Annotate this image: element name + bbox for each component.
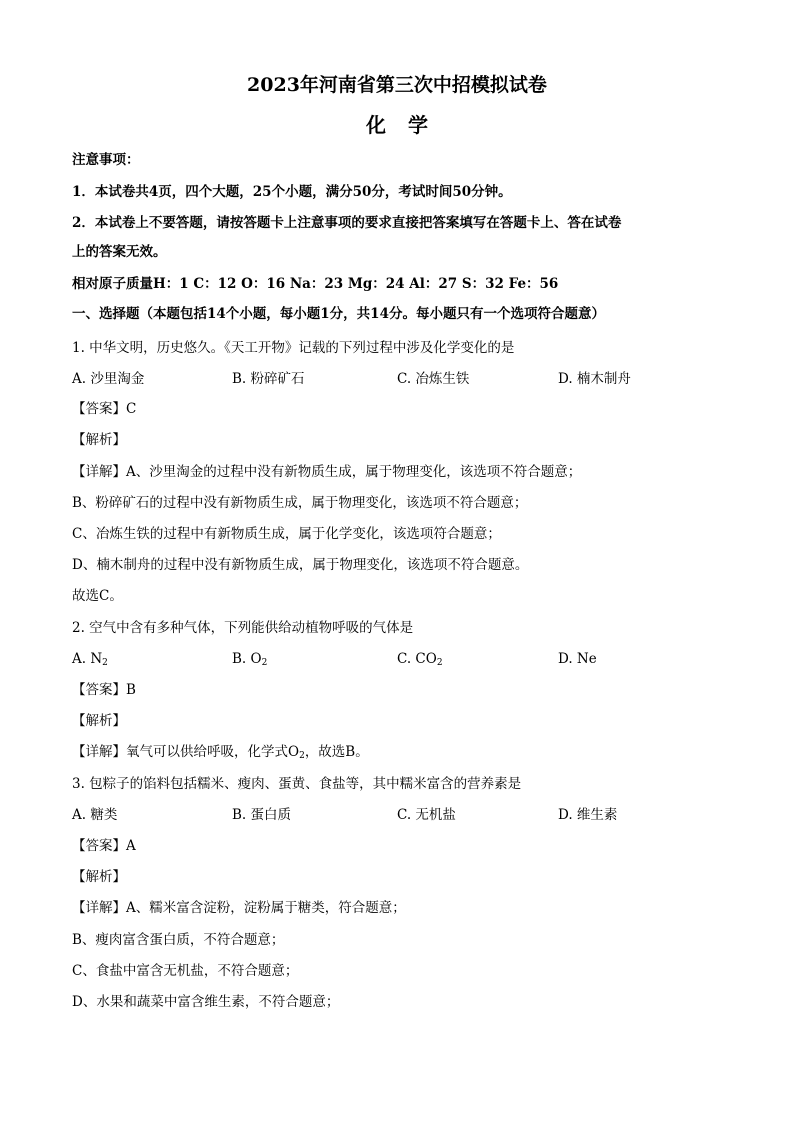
question-3-detail-2: B、瘦肉富含蛋白质，不符合题意； [72, 932, 285, 948]
option-subscript: 2 [436, 658, 443, 668]
detail-text: A、沙里淘金的过程中没有新物质生成，属于物理变化，该选项不符合题意； [126, 464, 582, 480]
question-2-analysis-tag: 【解析】 [72, 713, 126, 729]
detail-text-end: ，故选B。 [304, 744, 369, 760]
question-2-option-b [232, 649, 267, 669]
notice-item-2-line-2: 上的答案无效。 [72, 244, 167, 260]
detail-text: A、糯米富含淀粉，淀粉属于糖类，符合题意； [126, 900, 406, 916]
question-1-conclusion: 故选C。 [72, 588, 123, 604]
question-1-option-c: C. 冶炼生铁 [397, 371, 470, 387]
detail-subscript: 2 [299, 751, 305, 761]
question-2-detail [72, 742, 754, 762]
question-1-answer [72, 399, 754, 419]
answer-value: A [126, 838, 136, 854]
question-3-stem: 3. 包粽子的馅料包括糯米、瘦肉、蛋黄、食盐等，其中糯米富含的营养素是 [72, 776, 522, 792]
answer-tag: 【答案】 [72, 838, 126, 854]
option-subscript: 2 [102, 658, 108, 668]
question-2-option-c [397, 649, 443, 669]
question-1-option-b: B. 粉碎矿石 [232, 371, 305, 387]
answer-tag: 【答案】 [72, 682, 126, 698]
answer-tag: 【答案】 [72, 401, 126, 417]
question-1-detail-3: C、冶炼生铁的过程中有新物质生成，属于化学变化，该选项符合题意； [72, 526, 501, 542]
question-3-answer [72, 836, 754, 856]
question-3-option-c: C. 无机盐 [397, 807, 456, 823]
detail-tag: 【详解】 [72, 744, 126, 760]
option-subscript: 2 [261, 658, 268, 668]
question-1-detail-2: B、粉碎矿石的过程中没有新物质生成，属于物理变化，该选项不符合题意； [72, 495, 528, 511]
question-1-analysis-tag: 【解析】 [72, 432, 126, 448]
question-3-option-a: A. 糖类 [72, 807, 118, 823]
detail-text: 氧气可以供给呼吸，化学式O [126, 744, 300, 760]
question-2-option-a [72, 649, 108, 669]
question-2-stem: 2. 空气中含有多种气体，下列能供给动植物呼吸的气体是 [72, 620, 414, 636]
question-3-detail-4: D、水果和蔬菜中富含维生素，不符合题意； [72, 994, 340, 1010]
atomic-mass-line: 相对原子质量H：1 C：12 O：16 Na：23 Mg：24 Al：27 S：32 Fe：56 [72, 276, 559, 292]
question-2-answer [72, 680, 754, 700]
question-1-stem: 1. 中华文明，历史悠久。《天工开物》记载的下列过程中涉及化学变化的是 [72, 340, 515, 356]
notice-heading: 注意事项： [72, 152, 140, 168]
notice-item-1: 1．本试卷共4页，四个大题，25个小题，满分50分，考试时间50分钟。 [72, 184, 512, 200]
option-text: A. N [72, 651, 103, 667]
detail-tag: 【详解】 [72, 464, 126, 480]
option-text: D. Ne [558, 651, 597, 667]
question-3-option-b: B. 蛋白质 [232, 807, 292, 823]
question-1-option-d: D. 楠木制舟 [558, 371, 631, 387]
answer-value: B [126, 682, 136, 698]
subject-title: 化学 [366, 113, 450, 137]
option-text: B. O [232, 651, 262, 667]
detail-tag: 【详解】 [72, 900, 126, 916]
question-3-option-d: D. 维生素 [558, 807, 618, 823]
question-1-option-a: A. 沙里淘金 [72, 371, 145, 387]
question-3-detail-3: C、食盐中富含无机盐，不符合题意； [72, 963, 299, 979]
notice-item-2-line-1: 2．本试卷上不要答题，请按答题卡上注意事项的要求直接把答案填写在答题卡上、答在试卷 [72, 215, 622, 231]
answer-value: C [126, 401, 137, 417]
question-3-analysis-tag: 【解析】 [72, 869, 126, 885]
question-1-detail-4: D、楠木制舟的过程中没有新物质生成，属于物理变化，该选项不符合题意。 [72, 557, 529, 573]
exam-title: 2023年河南省第三次中招模拟试卷 [247, 74, 547, 96]
question-3-detail-1 [72, 898, 754, 918]
option-text: C. CO [397, 651, 437, 667]
question-2-option-d [558, 649, 597, 669]
section-1-heading: 一、选择题（本题包括14个小题，每小题1分，共14分。每小题只有一个选项符合题意） [72, 306, 605, 322]
question-1-detail-1 [72, 462, 754, 482]
